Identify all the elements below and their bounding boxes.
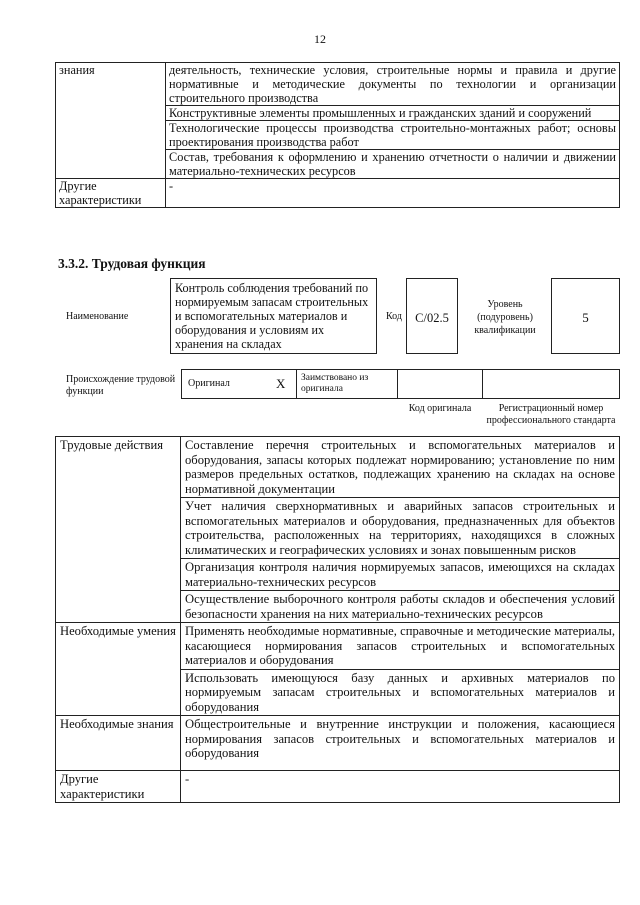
- knowledge-item: деятельность, технические условия, строительные нормы и правила и другие нормативные и методические документы по технологии и организации строительного производства: [166, 63, 620, 106]
- code-label: Код: [386, 311, 402, 322]
- required-skills-label: Необходимые умения: [56, 623, 181, 716]
- labor-action-item: Осуществление выборочного контроля работы складов и обеспечения условий безопасности хранения на них материально-технических ресурсов: [181, 591, 620, 623]
- required-knowledge-label: Необходимые знания: [56, 716, 181, 771]
- labor-action-item: Составление перечня строительных и вспомогательных материалов и оборудования, запасы которых подлежат нормированию; установление по ним размеров предельных остатков, подлежащих хранению на складах на основе нормативной документации: [181, 437, 620, 498]
- page-number: 12: [314, 32, 326, 46]
- other-characteristics-label: Другие характеристики: [56, 771, 181, 803]
- labor-action-item: Организация контроля наличия нормируемых запасов, имеющихся на складах материально-технических ресурсов: [181, 559, 620, 591]
- section-heading: 3.3.2. Трудовая функция: [58, 256, 206, 271]
- knowledge-item: Конструктивные элементы промышленных и гражданских зданий и сооружений: [166, 106, 620, 121]
- table-row: [56, 179, 620, 208]
- qualification-level-value: 5: [551, 278, 620, 354]
- labor-function-table: [55, 436, 620, 803]
- code-original-label: Код оригинала: [408, 403, 472, 414]
- knowledge-item: Технологические процессы производства строительно-монтажных работ; основы проектирования производства работ: [166, 121, 620, 150]
- skill-item: Применять необходимые нормативные, справочные и методические материалы, касающиеся нормирования запасов строительных и вспомогательных материалов и оборудования: [181, 623, 620, 670]
- borrowed-label: Заимствовано из оригинала: [301, 373, 369, 394]
- knowledge-label: знания: [56, 63, 166, 179]
- borrowed-cell: [296, 369, 398, 399]
- origin-original-cell: [181, 369, 297, 399]
- table-row: [56, 771, 620, 803]
- code-value: C/02.5: [406, 278, 458, 354]
- reg-number-cell: [482, 369, 620, 399]
- labor-action-item: Учет наличия сверхнормативных и аварийных запасов строительных и вспомогательных материалов и оборудования, предназначенных для объектов строительства, расположенных на территориях, находящихся в сложных климатических и географических условиях и зонах повышенным рисков: [181, 498, 620, 559]
- knowledge-item: Общестроительные и внутренние инструкции и положения, касающиеся нормирования запасов строительных и вспомогательных материалов и оборудования: [181, 716, 620, 771]
- labor-actions-label: Трудовые действия: [56, 437, 181, 623]
- other-characteristics-label: Другие характеристики: [56, 179, 166, 208]
- original-check-mark: X: [276, 376, 286, 391]
- knowledge-table-continued: [55, 62, 620, 208]
- origin-label: Происхождение трудовой функции: [66, 374, 176, 397]
- function-name: Контроль соблюдения требований по нормируемым запасам строительных и вспомогательных материалов и оборудования и условиям их хранения на складах: [170, 278, 377, 354]
- other-characteristics-value: -: [166, 179, 620, 208]
- table-row: [56, 63, 620, 106]
- knowledge-item: Состав, требования к оформлению и хранению отчетности о наличии и движении материально-технических ресурсов: [166, 150, 620, 179]
- table-row: [56, 716, 620, 771]
- other-characteristics-value: -: [181, 771, 620, 803]
- table-row: [56, 623, 620, 670]
- original-label: Оригинал: [188, 378, 230, 389]
- code-original-cell: [397, 369, 483, 399]
- table-row: [56, 437, 620, 498]
- reg-number-label: Регистрационный номер профессионального стандарта: [486, 403, 616, 426]
- qualification-level-label: Уровень (подуровень) квалификации: [474, 299, 536, 336]
- skill-item: Использовать имеющуюся базу данных и архивных материалов по нормируемым запасам строительных и вспомогательных материалов и оборудования: [181, 669, 620, 716]
- name-label: Наименование: [66, 311, 129, 322]
